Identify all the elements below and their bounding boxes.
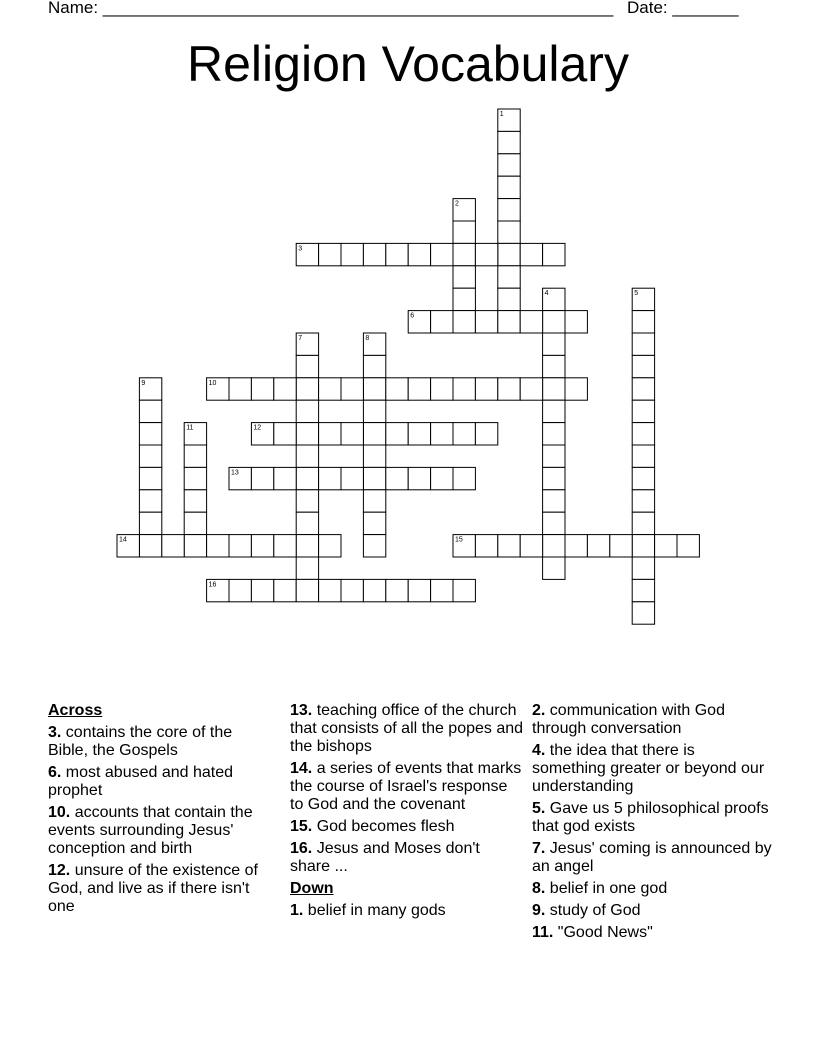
grid-cell[interactable] [498,199,520,221]
grid-cell[interactable] [498,131,520,153]
grid-cell[interactable] [386,579,408,601]
clue-number: 15. [290,818,313,835]
grid-cell[interactable] [408,243,430,265]
grid-cell[interactable] [139,445,161,467]
grid-cell[interactable] [139,535,161,557]
grid-cell[interactable] [453,243,475,265]
grid-cell[interactable] [431,423,453,445]
grid-cell[interactable] [363,512,385,534]
page-title: Religion Vocabulary [187,36,629,92]
grid-cell[interactable] [498,243,520,265]
grid-cell[interactable] [632,400,654,422]
clues-column-3 [532,702,772,946]
grid-cell[interactable] [408,579,430,601]
grid-cell[interactable] [363,400,385,422]
grid-cell[interactable] [543,467,565,489]
clue-number: 7. [532,840,546,857]
grid-cell[interactable] [453,579,475,601]
grid-cell[interactable] [363,423,385,445]
grid-cell[interactable] [319,243,341,265]
clue-text: unsure of the existence of God, and live as if there isn't one [48,862,258,915]
grid-cell[interactable] [207,535,229,557]
grid-cell[interactable] [453,378,475,400]
grid-cell[interactable] [632,490,654,512]
grid-cell[interactable] [296,512,318,534]
grid-cell[interactable] [431,243,453,265]
grid-cell[interactable] [565,311,587,333]
grid-cell[interactable] [632,512,654,534]
grid-cell[interactable] [363,467,385,489]
grid-cell[interactable] [139,512,161,534]
across-heading: Across [48,702,103,719]
grid-cell[interactable] [520,243,542,265]
grid-cell[interactable] [543,445,565,467]
grid-cell[interactable] [587,535,609,557]
clue-number: 11. [532,924,554,941]
clue-item [48,862,270,916]
grid-cell[interactable] [296,579,318,601]
grid-cell[interactable] [431,467,453,489]
grid-cell[interactable] [543,333,565,355]
clue-item [48,724,270,760]
grid-cell[interactable] [475,378,497,400]
grid-cell[interactable] [632,602,654,624]
clue-item [532,702,772,738]
cell-number: 16 [208,581,217,589]
clue-text: teaching office of the church that consists of all the popes and the bishops [290,702,524,755]
cell-number: 11 [186,424,194,432]
grid-cell[interactable] [408,378,430,400]
grid-cell[interactable] [408,423,430,445]
grid-cell[interactable] [453,467,475,489]
grid-cell[interactable] [274,423,296,445]
grid-cell[interactable] [498,176,520,198]
clue-item [532,902,772,920]
clue-item [290,902,524,920]
grid-cell[interactable] [431,579,453,601]
grid-cell[interactable] [543,311,565,333]
clue-item [290,840,524,876]
grid-cell[interactable] [408,467,430,489]
clue-text: communication with God through conversation [532,702,725,737]
cell-number: 1 [499,111,504,118]
clue-text: study of God [545,902,641,919]
grid-cell[interactable] [498,311,520,333]
clue-item [532,800,772,836]
grid-cell[interactable] [251,579,273,601]
grid-cell[interactable] [543,557,565,579]
grid-cell[interactable] [632,557,654,579]
cell-number: 6 [410,312,415,320]
clue-number: 8. [532,880,546,897]
cell-number: 10 [208,379,217,387]
clue-item [48,804,270,858]
grid-cell[interactable] [453,221,475,243]
grid-cell[interactable] [296,557,318,579]
cell-number: 14 [119,536,127,544]
grid-cell[interactable] [363,535,385,557]
grid-cell[interactable] [229,579,251,601]
clue-text: "Good News" [553,924,653,941]
grid-cell[interactable] [229,378,251,400]
clue-number: 13. [290,702,313,719]
grid-cell[interactable] [363,490,385,512]
grid-cell[interactable] [431,311,453,333]
grid-cell[interactable] [363,378,385,400]
cell-number: 4 [544,290,549,298]
grid-cell[interactable] [274,579,296,601]
grid-cell[interactable] [520,535,542,557]
grid-cell[interactable] [319,579,341,601]
grid-cell[interactable] [184,535,206,557]
grid-cell[interactable] [184,467,206,489]
grid-cell[interactable] [296,423,318,445]
clue-text: God becomes flesh [312,818,455,835]
name-field[interactable]: Name: ______________________________________________________ [48,0,614,17]
grid-cell[interactable] [498,221,520,243]
grid-cell[interactable] [520,378,542,400]
grid-cell[interactable] [475,243,497,265]
clue-text: Jesus and Moses don't share ... [290,840,480,875]
cell-number: 5 [634,290,639,298]
grid-cell[interactable] [363,579,385,601]
grid-cell[interactable] [184,490,206,512]
grid-cell[interactable] [565,378,587,400]
grid-cell[interactable] [543,512,565,534]
grid-cell[interactable] [251,467,273,489]
grid-cell[interactable] [632,467,654,489]
grid-cell[interactable] [386,378,408,400]
clue-item [532,742,772,796]
clue-item [290,702,524,756]
grid-cell[interactable] [139,423,161,445]
grid-cell[interactable] [341,423,363,445]
clue-number: 3. [48,724,62,741]
grid-cell[interactable] [498,288,520,310]
grid-cell[interactable] [251,535,273,557]
clue-number: 2. [532,702,546,719]
cell-number: 7 [298,335,303,342]
date-field[interactable]: Date: _______ [627,0,739,17]
grid-cell[interactable] [296,355,318,377]
grid-cell[interactable] [341,243,363,265]
grid-cell[interactable] [498,266,520,288]
grid-cell[interactable] [632,311,654,333]
grid-cell[interactable] [498,154,520,176]
grid-cell[interactable] [184,445,206,467]
clue-text: contains the core of the Bible, the Gospels [48,724,233,759]
grid-cell[interactable] [565,535,587,557]
grid-cell[interactable] [184,512,206,534]
clue-item [532,840,772,876]
grid-cell[interactable] [431,378,453,400]
grid-cell[interactable] [543,423,565,445]
grid-cell[interactable] [139,490,161,512]
grid-cell[interactable] [386,423,408,445]
grid-cell[interactable] [229,535,251,557]
grid-cell[interactable] [162,535,184,557]
grid-cell[interactable] [363,445,385,467]
grid-cell[interactable] [341,467,363,489]
grid-cell[interactable] [386,467,408,489]
grid-cell[interactable] [543,355,565,377]
grid-cell[interactable] [251,378,273,400]
clue-text: most abused and hated prophet [48,764,234,799]
grid-cell[interactable] [632,535,654,557]
cell-number: 9 [141,379,146,387]
grid-cell[interactable] [655,535,677,557]
grid-cell[interactable] [677,535,699,557]
grid-cell[interactable] [296,378,318,400]
grid-cell[interactable] [296,535,318,557]
grid-cell[interactable] [543,490,565,512]
clue-number: 14. [290,760,313,777]
cell-number: 3 [298,245,303,253]
grid-cell[interactable] [319,423,341,445]
grid-cell[interactable] [363,243,385,265]
grid-cell[interactable] [139,467,161,489]
grid-cell[interactable] [453,288,475,310]
clue-text: belief in one god [545,880,668,897]
clue-item [532,924,772,942]
grid-cell[interactable] [319,535,341,557]
grid-cell[interactable] [319,467,341,489]
grid-cell[interactable] [632,445,654,467]
clue-text: the idea that there is something greater or beyond our understanding [532,742,765,795]
clue-number: 6. [48,764,62,781]
clue-text: a series of events that marks the course of Israel's response to God and the covenant [290,760,522,813]
clues-column-2 [290,702,524,924]
cell-number: 8 [365,335,370,342]
grid-cell[interactable] [453,423,475,445]
down-heading: Down [290,880,334,897]
grid-cell[interactable] [543,378,565,400]
clue-text: accounts that contain the events surrounding Jesus' conception and birth [48,804,253,857]
clue-item [290,760,524,814]
grid-cell[interactable] [610,535,632,557]
grid-cell[interactable] [274,467,296,489]
grid-cell[interactable] [475,423,497,445]
grid-cell[interactable] [341,378,363,400]
clue-text: Jesus' coming is announced by an angel [532,840,772,875]
clue-item [290,818,524,836]
grid-cell[interactable] [453,266,475,288]
clue-number: 1. [290,902,304,919]
clue-item [532,880,772,898]
grid-cell[interactable] [296,467,318,489]
clue-number: 4. [532,742,546,759]
grid-cell[interactable] [386,243,408,265]
grid-cell[interactable] [632,423,654,445]
grid-cell[interactable] [296,490,318,512]
cell-number: 12 [253,424,262,432]
grid-cell[interactable] [632,579,654,601]
grid-cell[interactable] [632,355,654,377]
grid-cell[interactable] [453,311,475,333]
cell-number: 13 [231,469,239,477]
clue-text: Gave us 5 philosophical proofs that god exists [532,800,769,835]
clue-number: 16. [290,840,313,857]
grid-cell[interactable] [543,535,565,557]
clues-column-1 [48,702,270,920]
grid-cell[interactable] [139,400,161,422]
grid-cell[interactable] [543,243,565,265]
grid-cell[interactable] [296,445,318,467]
grid-cell[interactable] [274,378,296,400]
grid-cell[interactable] [475,311,497,333]
clue-number: 10. [48,804,71,821]
grid-cell[interactable] [520,311,542,333]
grid-cell[interactable] [543,400,565,422]
grid-cell[interactable] [498,535,520,557]
cell-number: 2 [455,200,459,208]
clue-text: belief in many gods [303,902,446,919]
grid-cell[interactable] [319,378,341,400]
grid-cell[interactable] [632,378,654,400]
grid-cell[interactable] [341,579,363,601]
grid-cell[interactable] [498,378,520,400]
grid-cell[interactable] [296,400,318,422]
clue-number: 9. [532,902,546,919]
clue-item [48,764,270,800]
clue-number: 12. [48,862,71,879]
grid-cell[interactable] [363,355,385,377]
grid-cell[interactable] [632,333,654,355]
clue-number: 5. [532,800,546,817]
grid-cell[interactable] [475,535,497,557]
grid-cell[interactable] [274,535,296,557]
cell-number: 15 [455,536,463,544]
